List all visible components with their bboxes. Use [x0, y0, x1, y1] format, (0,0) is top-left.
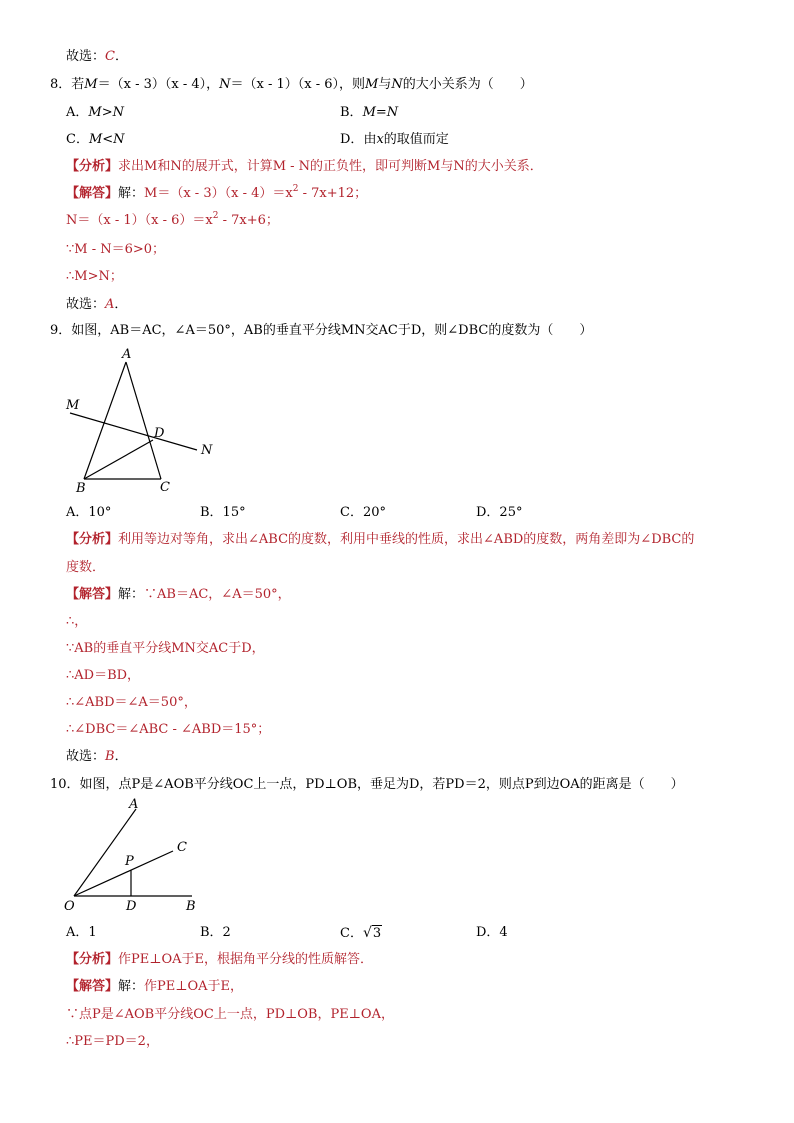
q8-solution-line-3: ∵M - N＝6>0；	[66, 242, 166, 257]
solution-text: 解：	[118, 186, 145, 201]
q8-analysis	[66, 158, 543, 176]
solution-tag: 【解答】	[66, 587, 119, 602]
q9-analysis-line-2: 度数．	[66, 560, 106, 575]
segment-ab	[84, 362, 126, 479]
q8-option-c	[66, 131, 125, 149]
label-m: M	[66, 398, 80, 413]
q8-option-a	[66, 104, 124, 122]
q9-answer-line	[66, 748, 128, 766]
solution-text: ∵AB＝AC，∠A＝50°，	[144, 587, 291, 602]
analysis-tag: 【分析】	[66, 532, 119, 547]
exponent: 2	[292, 184, 299, 194]
sqrt-symbol: √	[362, 925, 372, 941]
ray-oa	[74, 809, 136, 896]
solution-text: - 7x+6；	[218, 213, 279, 228]
option-text: >	[101, 105, 113, 120]
option-text: x	[376, 132, 384, 147]
option-text: 的取值而定	[383, 132, 449, 147]
option-text: M	[88, 132, 103, 147]
analysis-tag: 【分析】	[66, 952, 119, 967]
q8-solution-line-2	[66, 212, 279, 231]
q7-answer-line	[66, 48, 128, 66]
stem-text: 如图，点P是∠AOB平分线OC上一点，PD⊥OB，垂足为D，若PD＝2，则点P到边OA的距离是（ ）	[79, 777, 684, 792]
option-key: D．	[340, 132, 364, 147]
analysis-text: 作PE⊥OA于E，根据角平分线的性质解答．	[118, 952, 374, 967]
analysis-text: 求出M和N的展开式，计算M - N的正负性，即可判断M与N的大小关系．	[118, 159, 543, 174]
q10-solution-line-1	[66, 978, 243, 996]
stem-var: M	[365, 77, 379, 92]
exponent: 2	[212, 211, 219, 221]
option-text: 由	[363, 132, 377, 147]
q8-solution-line-1	[66, 185, 367, 204]
q9-solution-line-5: ∴∠ABD＝∠A＝50°，	[66, 695, 197, 710]
solution-text: - 7x+12；	[298, 186, 368, 201]
radicand: 3	[372, 926, 382, 941]
q8-option-d	[340, 131, 449, 149]
q9-stem	[50, 322, 592, 340]
analysis-text: 利用等边对等角，求出∠ABC的度数，利用中垂线的性质，求出∠ABD的度数，两角差即为∠DBC的	[118, 532, 695, 547]
option-key: C．	[340, 926, 363, 941]
solution-text: M＝（x - 3）（x - 4）＝x	[144, 186, 293, 201]
ray-oc	[74, 851, 173, 896]
q8-option-b	[340, 104, 398, 122]
solution-text: N＝（x - 1）（x - 6）＝x	[66, 213, 213, 228]
segment-ac	[126, 362, 161, 479]
answer-label: 故选：	[66, 297, 106, 312]
label-c: C	[160, 480, 170, 495]
analysis-tag: 【分析】	[66, 159, 119, 174]
stem-text: ＝（x - 1）（x - 6），则	[230, 77, 366, 92]
solution-text: 解：	[118, 587, 145, 602]
answer-value: C	[105, 49, 115, 64]
option-text: =	[375, 105, 387, 120]
answer-label: 故选：	[66, 49, 106, 64]
question-number: 9．	[50, 323, 72, 338]
solution-text: 作PE⊥OA于E，	[144, 979, 244, 994]
label-d: D	[154, 426, 165, 441]
label-b: B	[76, 481, 86, 496]
stem-text: ＝（x - 3）（x - 4），	[97, 77, 220, 92]
label-o: O	[64, 899, 75, 914]
q8-answer-line	[66, 296, 127, 314]
label-d: D	[126, 899, 137, 914]
solution-text: 解：	[118, 979, 145, 994]
q10-solution-line-3: ∴PE＝PD＝2，	[66, 1034, 159, 1049]
stem-text: 若	[71, 77, 85, 92]
option-text: M	[362, 105, 376, 120]
option-text: N	[112, 105, 124, 120]
q10-stem	[50, 776, 684, 794]
line-mn	[70, 413, 197, 450]
q10-solution-line-2: ∵点P是∠AOB平分线OC上一点，PD⊥OB，PE⊥OA，	[66, 1007, 394, 1022]
q9-solution-line-2: ∴，	[66, 614, 88, 629]
option-text: N	[386, 105, 399, 120]
stem-text: 如图，AB＝AC，∠A＝50°，AB的垂直平分线MN交AC于D，则∠DBC的度数为（ ）	[71, 323, 593, 338]
label-n: N	[201, 443, 213, 458]
q9-option-d: D．25°	[476, 505, 523, 520]
q9-solution-line-4: ∴AD＝BD，	[66, 668, 141, 683]
label-b: B	[186, 899, 196, 914]
stem-text: 与	[378, 77, 392, 92]
option-key: B．	[340, 105, 363, 120]
q8-solution-line-4: ∴M>N；	[66, 269, 123, 284]
q10-analysis	[66, 951, 373, 969]
q10-option-c	[340, 924, 382, 943]
option-text: M	[88, 105, 102, 120]
stem-text: 的大小关系为（ ）	[402, 77, 533, 92]
label-a: A	[129, 797, 139, 812]
stem-var: N	[219, 77, 231, 92]
option-key: A．	[66, 105, 89, 120]
answer-label: 故选：	[66, 749, 106, 764]
q10-angle-figure	[60, 795, 210, 915]
label-c: C	[177, 840, 187, 855]
option-key: C．	[66, 132, 89, 147]
question-number: 8．	[50, 77, 72, 92]
q9-solution-line-3: ∵AB的垂直平分线MN交AC于D，	[66, 641, 265, 656]
q9-option-b: B．15°	[200, 505, 246, 520]
option-text: <	[102, 132, 114, 147]
answer-tail: ．	[114, 297, 128, 312]
stem-var: M	[84, 77, 98, 92]
q9-triangle-figure	[60, 340, 230, 500]
solution-tag: 【解答】	[66, 186, 119, 201]
stem-var: N	[391, 77, 403, 92]
question-number: 10．	[50, 777, 80, 792]
q9-option-a: A．10°	[66, 505, 112, 520]
q10-option-d: D．4	[476, 925, 508, 940]
answer-value: A	[105, 297, 115, 312]
option-text: N	[113, 132, 125, 147]
label-a: A	[122, 347, 132, 362]
q10-option-a: A．1	[66, 925, 97, 940]
answer-tail: ．	[114, 749, 128, 764]
q9-analysis-line-1	[66, 531, 694, 549]
label-p: P	[125, 854, 134, 869]
q9-option-c: C．20°	[340, 505, 386, 520]
segment-bd	[84, 440, 153, 479]
answer-tail: ．	[114, 49, 128, 64]
q8-stem	[50, 76, 533, 94]
q9-solution-line-6: ∴∠DBC＝∠ABC - ∠ABD＝15°；	[66, 722, 271, 737]
q9-solution-line-1	[66, 586, 291, 604]
solution-tag: 【解答】	[66, 979, 119, 994]
answer-value: B	[105, 749, 115, 764]
q10-option-b: B．2	[200, 925, 231, 940]
